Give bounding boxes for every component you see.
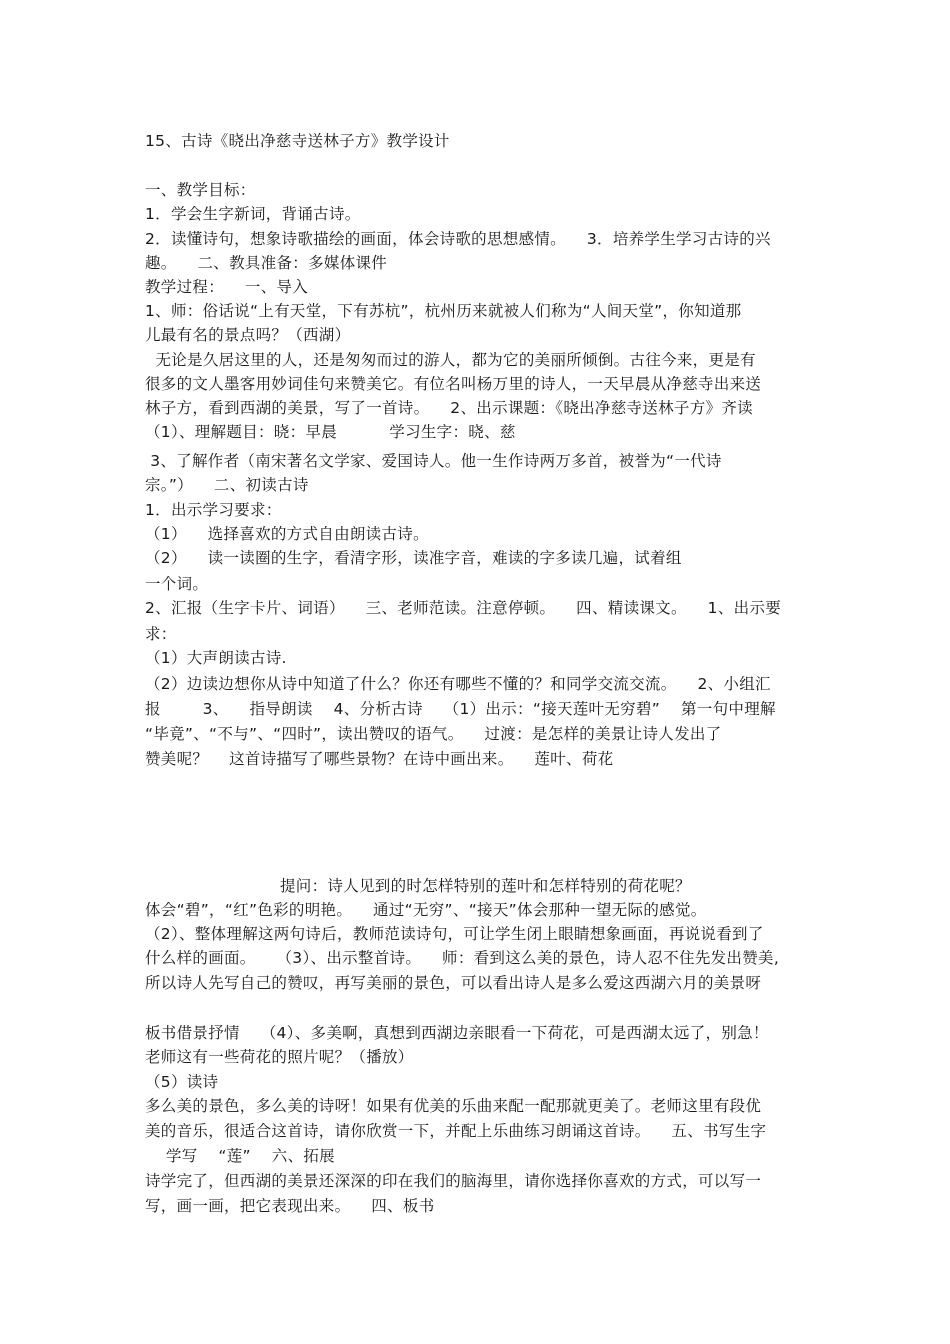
- text-line: 2．读懂诗句，想象诗歌描绘的画面，体会诗歌的思想感情。 3．培养学生学习古诗的兴: [145, 230, 771, 248]
- text-line: （1）大声朗读古诗.: [145, 649, 287, 667]
- text-line: 无论是久居这里的人，还是匆匆而过的游人，都为它的美丽所倾倒。古往今来，更是有: [145, 351, 756, 369]
- text-line: （1） 选择喜欢的方式自由朗读古诗。: [145, 525, 429, 543]
- text-line: 所以诗人先写自己的赞叹，再写美丽的景色，可以看出诗人是多么爱这西湖六月的美景呀: [145, 974, 762, 992]
- text-line: 趣。 二、教具准备：多媒体课件: [145, 254, 388, 272]
- text-line: 老师这有一些荷花的照片呢？（播放）: [145, 1048, 414, 1066]
- text-line: 林子方，看到西湖的美景，写了一首诗。 2、出示课题：《晓出净慈寺送林子方》齐读: [145, 399, 753, 417]
- text-line: 美的音乐，很适合这首诗，请你欣赏一下，并配上乐曲练习朗诵这首诗。 五、书写生字: [145, 1122, 767, 1140]
- text-line: 教学过程： 一、导入: [145, 278, 309, 296]
- text-line: （5）读诗: [145, 1073, 219, 1091]
- text-line: 很多的文人墨客用妙词佳句来赞美它。有位名叫杨万里的诗人，一天早晨从净慈寺出来送: [145, 375, 762, 393]
- text-line: 赞美呢？ 这首诗描写了哪些景物？在诗中画出来。 莲叶、荷花: [145, 750, 614, 768]
- text-line: （2）、整体理解这两句诗后，教师范读诗句，可让学生闭上眼睛想象画面，再说说看到了: [145, 925, 764, 943]
- text-line: 诗学完了，但西湖的美景还深深的印在我们的脑海里，请你选择你喜欢的方式，可以写一: [145, 1172, 762, 1190]
- text-line: 宗。”） 二、初读古诗: [145, 476, 309, 494]
- document-title: 15、古诗《晓出净慈寺送林子方》教学设计: [145, 132, 450, 150]
- text-line: 写，画一画，把它表现出来。 四、板书: [145, 1197, 435, 1215]
- text-line: 2、汇报（生字卡片、词语） 三、老师范读。注意停顿。 四、精读课文。 1、出示要: [145, 599, 782, 617]
- centered-question: 提问：诗人见到的时怎样特别的莲叶和怎样特别的荷花呢？: [280, 877, 691, 895]
- text-line: 多么美的景色，多么美的诗呀！如果有优美的乐曲来配一配那就更美了。老师这里有段优: [145, 1097, 762, 1115]
- text-line: 体会“碧”，“红”色彩的明艳。 通过“无穷”、“接天”体会那种一望无际的感觉。: [145, 901, 707, 919]
- text-line: 报 3、 指导朗读 4、分析古诗 （1）出示：“接天莲叶无穷碧” 第一句中理解: [145, 700, 776, 718]
- text-line: 1．出示学习要求：: [145, 501, 282, 519]
- text-line: 1、师：俗话说“上有天堂，下有苏杭”，杭州历来就被人们称为“人间天堂”，你知道那: [145, 302, 742, 320]
- text-line: 儿最有名的景点吗？（西湖）: [145, 326, 351, 344]
- text-line: 一个词。: [145, 575, 209, 593]
- text-line: （2）边读边想你从诗中知道了什么？你还有哪些不懂的？和同学交流交流。 2、小组汇: [145, 675, 771, 693]
- text-line: 什么样的画面。 （3）、出示整首诗。 师：看到这么美的景色，诗人忍不住先发出赞美,: [145, 949, 780, 967]
- text-line: （1）、理解题目：晓：早晨 学习生字：晓、慈: [145, 423, 516, 441]
- text-line: 一、教学目标：: [145, 181, 256, 199]
- text-line: 学写 “莲” 六、拓展: [145, 1147, 335, 1165]
- text-line: 求：: [145, 625, 177, 643]
- text-line: 板书借景抒情 （4）、多美啊，真想到西湖边亲眼看一下荷花，可是西湖太远了，别急！: [145, 1024, 769, 1042]
- text-line: 1．学会生字新词，背诵古诗。: [145, 205, 361, 223]
- text-line: “毕竟”、“不与”、“四时”，读出赞叹的语气。 过渡：是怎样的美景让诗人发出了: [145, 725, 722, 743]
- text-line: 3、了解作者（南宋著名文学家、爱国诗人。他一生作诗两万多首，被誉为“一代诗: [145, 452, 722, 470]
- text-line: （2） 读一读圈的生字，看清字形，读准字音，难读的字多读几遍，试着组: [145, 549, 682, 567]
